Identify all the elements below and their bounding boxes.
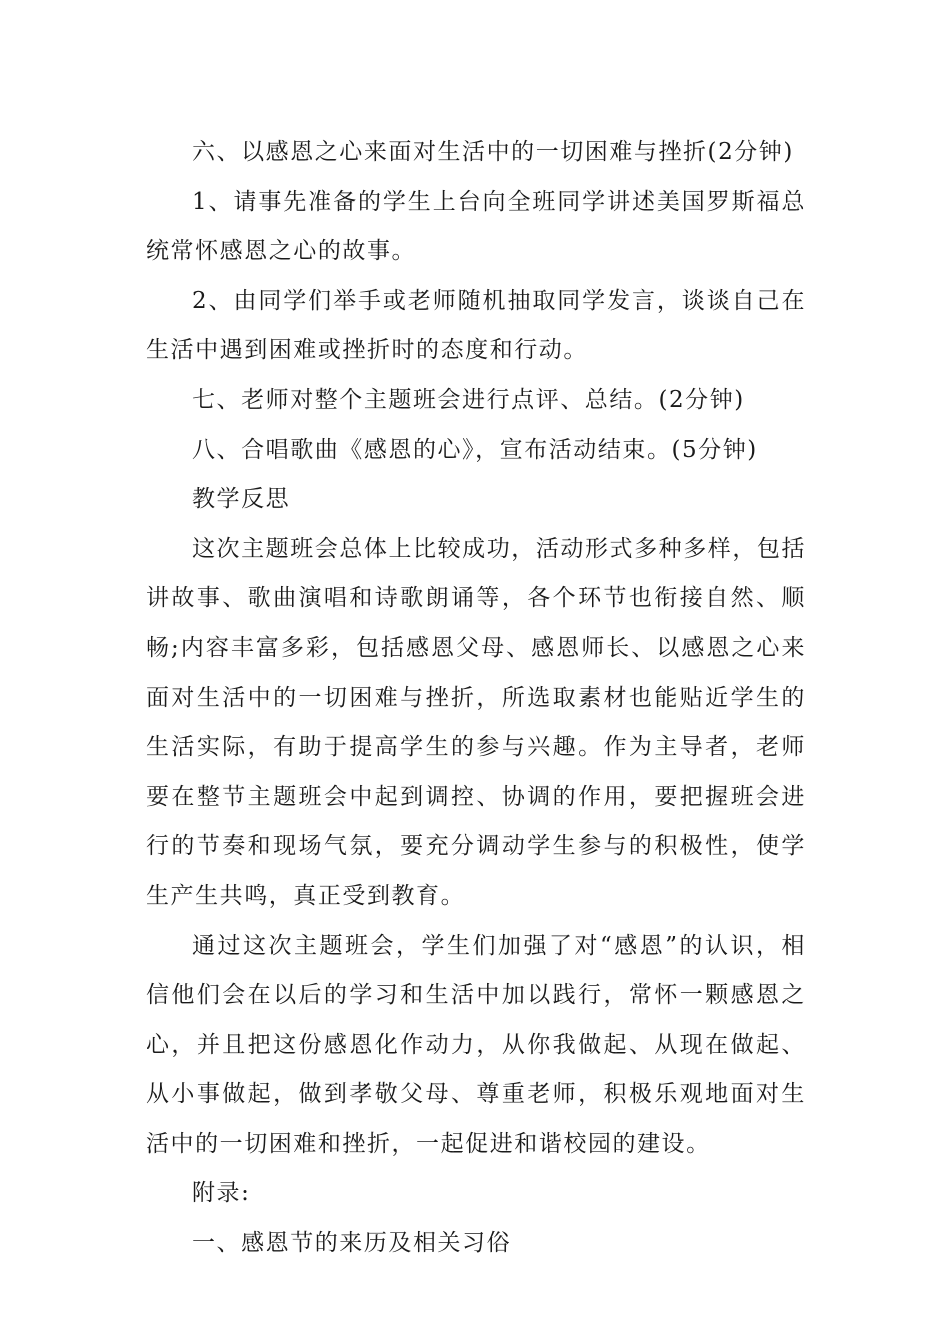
heading-teaching-reflection: 教学反思	[192, 486, 291, 513]
heading-appendix-one: 一、感恩节的来历及相关习俗	[192, 1230, 512, 1257]
heading-section-eight: 八、合唱歌曲《感恩的心》，宣布活动结束。(5分钟)	[192, 436, 758, 463]
paragraph-item-1: 1、请事先准备的学生上台向全班同学讲述美国罗斯福总统常怀感恩之心的故事。	[146, 188, 806, 265]
heading-section-seven: 七、老师对整个主题班会进行点评、总结。(2分钟)	[192, 386, 745, 413]
paragraph-item-2: 2、由同学们举手或老师随机抽取同学发言，谈谈自己在生活中遇到困难或挫折时的态度和行动。	[146, 287, 806, 364]
document-body	[146, 128, 806, 1269]
paragraph-reflection-2: 通过这次主题班会，学生们加强了对“感恩”的认识，相信他们会在以后的学习和生活中加以践行，常怀一颗感恩之心，并且把这份感恩化作动力，从你我做起、从现在做起、从小事做起，做到孝敬父母、尊重老师，积极乐观地面对生活中的一切困难和挫折，一起促进和谐校园的建设。	[146, 932, 806, 1157]
heading-appendix: 附录:	[192, 1180, 251, 1207]
paragraph-reflection-1: 这次主题班会总体上比较成功，活动形式多种多样，包括讲故事、歌曲演唱和诗歌朗诵等，各个环节也衔接自然、顺畅;内容丰富多彩，包括感恩父母、感恩师长、以感恩之心来面对生活中的一切困难与挫折，所选取素材也能贴近学生的生活实际，有助于提高学生的参与兴趣。作为主导者，老师要在整节主题班会中起到调控、协调的作用，要把握班会进行的节奏和现场气氛，要充分调动学生参与的积极性，使学生产生共鸣，真正受到教育。	[146, 535, 806, 909]
heading-section-six: 六、以感恩之心来面对生活中的一切困难与挫折(2分钟)	[192, 139, 794, 165]
